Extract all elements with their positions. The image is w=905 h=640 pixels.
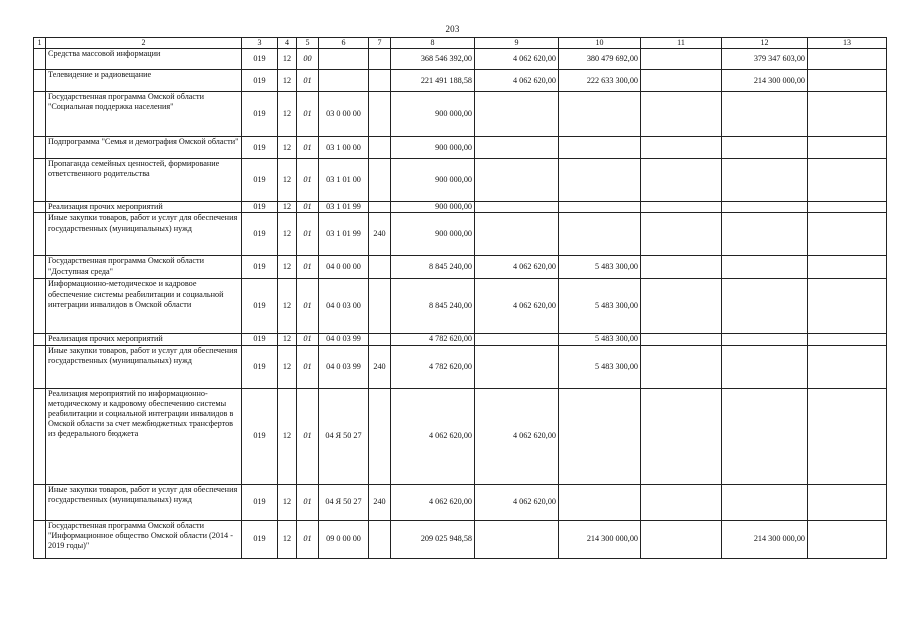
table-row <box>34 213 887 256</box>
column-header: 9 <box>475 38 559 49</box>
amount-col-13-cell <box>808 137 887 159</box>
table-row <box>34 92 887 137</box>
amount-col-11-cell <box>641 213 722 256</box>
amount-col-8-cell: 8 845 240,00 <box>391 279 475 334</box>
target-article-cell: 04 0 03 99 <box>319 345 369 388</box>
amount-col-13-cell <box>808 70 887 92</box>
item-name-cell: Реализация мероприятий по информационно-методическому и кадровому обеспечению системы реабилитации и социальной интеграции инвалидов в Омской области за счет межбюджетных трансфертов из федерального бюджета <box>46 388 242 484</box>
expense-type-cell: 240 <box>369 213 391 256</box>
amount-col-13-cell <box>808 213 887 256</box>
table-row <box>34 345 887 388</box>
amount-col-9-cell <box>475 137 559 159</box>
column-header: 1 <box>34 38 46 49</box>
item-name-cell: Средства массовой информации <box>46 49 242 70</box>
amount-col-8-cell: 368 546 392,00 <box>391 49 475 70</box>
row-number-cell <box>34 388 46 484</box>
row-number-cell <box>34 484 46 520</box>
amount-col-10-cell: 5 483 300,00 <box>559 334 641 345</box>
column-header: 13 <box>808 38 887 49</box>
budget-sheet <box>33 37 887 559</box>
amount-col-11-cell <box>641 520 722 558</box>
expense-type-cell <box>369 49 391 70</box>
code-3-cell: 019 <box>242 202 278 213</box>
section-cell: 12 <box>278 159 297 202</box>
amount-col-11-cell <box>641 256 722 279</box>
amount-col-13-cell <box>808 202 887 213</box>
table-row <box>34 388 887 484</box>
item-name-cell: Иные закупки товаров, работ и услуг для обеспечения государственных (муниципальных) нужд <box>46 484 242 520</box>
subsection-cell: 01 <box>297 70 319 92</box>
amount-col-10-cell <box>559 202 641 213</box>
row-number-cell <box>34 159 46 202</box>
subsection-cell: 01 <box>297 520 319 558</box>
amount-col-11-cell <box>641 49 722 70</box>
table-row <box>34 484 887 520</box>
section-cell: 12 <box>278 92 297 137</box>
subsection-cell: 01 <box>297 345 319 388</box>
column-number-row <box>34 38 887 49</box>
amount-col-8-cell: 4 782 620,00 <box>391 334 475 345</box>
amount-col-8-cell: 221 491 188,58 <box>391 70 475 92</box>
amount-col-12-cell <box>722 137 808 159</box>
item-name-cell: Иные закупки товаров, работ и услуг для обеспечения государственных (муниципальных) нужд <box>46 213 242 256</box>
item-name-cell: Государственная программа Омской области "Информационное общество Омской области (2014 - 2019 годы)" <box>46 520 242 558</box>
section-cell: 12 <box>278 520 297 558</box>
amount-col-12-cell <box>722 484 808 520</box>
amount-col-12-cell <box>722 388 808 484</box>
expense-type-cell <box>369 137 391 159</box>
amount-col-13-cell <box>808 256 887 279</box>
section-cell: 12 <box>278 202 297 213</box>
amount-col-8-cell: 900 000,00 <box>391 137 475 159</box>
expense-type-cell <box>369 520 391 558</box>
column-header: 4 <box>278 38 297 49</box>
amount-col-9-cell: 4 062 620,00 <box>475 279 559 334</box>
amount-col-9-cell: 4 062 620,00 <box>475 484 559 520</box>
amount-col-10-cell <box>559 137 641 159</box>
amount-col-13-cell <box>808 92 887 137</box>
item-name-cell: Государственная программа Омской области "Социальная поддержка населения" <box>46 92 242 137</box>
amount-col-13-cell <box>808 520 887 558</box>
target-article-cell: 03 1 01 99 <box>319 202 369 213</box>
section-cell: 12 <box>278 256 297 279</box>
subsection-cell: 01 <box>297 159 319 202</box>
row-number-cell <box>34 49 46 70</box>
code-3-cell: 019 <box>242 256 278 279</box>
column-header: 2 <box>46 38 242 49</box>
amount-col-11-cell <box>641 202 722 213</box>
amount-col-8-cell: 900 000,00 <box>391 213 475 256</box>
subsection-cell: 01 <box>297 279 319 334</box>
amount-col-12-cell <box>722 345 808 388</box>
table-row <box>34 49 887 70</box>
amount-col-12-cell: 379 347 603,00 <box>722 49 808 70</box>
table-row <box>34 70 887 92</box>
amount-col-13-cell <box>808 279 887 334</box>
amount-col-13-cell <box>808 484 887 520</box>
table-row <box>34 520 887 558</box>
code-3-cell: 019 <box>242 49 278 70</box>
code-3-cell: 019 <box>242 520 278 558</box>
column-header: 5 <box>297 38 319 49</box>
target-article-cell <box>319 70 369 92</box>
row-number-cell <box>34 334 46 345</box>
amount-col-13-cell <box>808 49 887 70</box>
item-name-cell: Иные закупки товаров, работ и услуг для обеспечения государственных (муниципальных) нужд <box>46 345 242 388</box>
row-number-cell <box>34 92 46 137</box>
amount-col-8-cell: 4 062 620,00 <box>391 388 475 484</box>
amount-col-8-cell: 900 000,00 <box>391 159 475 202</box>
amount-col-9-cell <box>475 345 559 388</box>
amount-col-12-cell: 214 300 000,00 <box>722 70 808 92</box>
amount-col-12-cell <box>722 213 808 256</box>
target-article-cell: 04 0 03 00 <box>319 279 369 334</box>
subsection-cell: 01 <box>297 334 319 345</box>
target-article-cell: 04 Я 50 27 <box>319 484 369 520</box>
amount-col-10-cell: 5 483 300,00 <box>559 279 641 334</box>
column-header: 12 <box>722 38 808 49</box>
amount-col-10-cell: 5 483 300,00 <box>559 345 641 388</box>
amount-col-10-cell <box>559 388 641 484</box>
subsection-cell: 01 <box>297 137 319 159</box>
amount-col-10-cell <box>559 484 641 520</box>
section-cell: 12 <box>278 345 297 388</box>
target-article-cell: 03 1 00 00 <box>319 137 369 159</box>
amount-col-11-cell <box>641 484 722 520</box>
table-row <box>34 334 887 345</box>
target-article-cell: 04 0 00 00 <box>319 256 369 279</box>
row-number-cell <box>34 256 46 279</box>
row-number-cell <box>34 520 46 558</box>
amount-col-8-cell: 8 845 240,00 <box>391 256 475 279</box>
column-header: 8 <box>391 38 475 49</box>
item-name-cell: Реализация прочих мероприятий <box>46 202 242 213</box>
table-row <box>34 137 887 159</box>
item-name-cell: Реализация прочих мероприятий <box>46 334 242 345</box>
target-article-cell: 04 0 03 99 <box>319 334 369 345</box>
amount-col-11-cell <box>641 92 722 137</box>
amount-col-11-cell <box>641 70 722 92</box>
amount-col-12-cell <box>722 202 808 213</box>
amount-col-9-cell <box>475 202 559 213</box>
item-name-cell: Подпрограмма "Семья и демография Омской области" <box>46 137 242 159</box>
subsection-cell: 00 <box>297 49 319 70</box>
amount-col-11-cell <box>641 388 722 484</box>
target-article-cell <box>319 49 369 70</box>
table-row <box>34 202 887 213</box>
subsection-cell: 01 <box>297 213 319 256</box>
item-name-cell: Телевидение и радиовещание <box>46 70 242 92</box>
table-row <box>34 256 887 279</box>
amount-col-10-cell: 380 479 692,00 <box>559 49 641 70</box>
target-article-cell: 03 1 01 99 <box>319 213 369 256</box>
section-cell: 12 <box>278 213 297 256</box>
target-article-cell: 09 0 00 00 <box>319 520 369 558</box>
expense-type-cell: 240 <box>369 484 391 520</box>
section-cell: 12 <box>278 70 297 92</box>
amount-col-9-cell <box>475 159 559 202</box>
expense-type-cell: 240 <box>369 345 391 388</box>
subsection-cell: 01 <box>297 92 319 137</box>
expense-type-cell <box>369 202 391 213</box>
expense-type-cell <box>369 256 391 279</box>
amount-col-8-cell: 4 782 620,00 <box>391 345 475 388</box>
amount-col-9-cell: 4 062 620,00 <box>475 70 559 92</box>
column-header: 6 <box>319 38 369 49</box>
column-header: 11 <box>641 38 722 49</box>
section-cell: 12 <box>278 484 297 520</box>
target-article-cell: 03 1 01 00 <box>319 159 369 202</box>
amount-col-13-cell <box>808 388 887 484</box>
expense-type-cell <box>369 70 391 92</box>
amount-col-12-cell <box>722 279 808 334</box>
amount-col-9-cell <box>475 334 559 345</box>
item-name-cell: Информационно-методическое и кадровое обеспечение системы реабилитации и социальной интеграции инвалидов в Омской области <box>46 279 242 334</box>
budget-table <box>33 37 887 559</box>
amount-col-9-cell <box>475 213 559 256</box>
subsection-cell: 01 <box>297 388 319 484</box>
amount-col-10-cell <box>559 159 641 202</box>
code-3-cell: 019 <box>242 388 278 484</box>
row-number-cell <box>34 70 46 92</box>
expense-type-cell <box>369 159 391 202</box>
code-3-cell: 019 <box>242 70 278 92</box>
row-number-cell <box>34 202 46 213</box>
section-cell: 12 <box>278 279 297 334</box>
row-number-cell <box>34 137 46 159</box>
code-3-cell: 019 <box>242 213 278 256</box>
amount-col-13-cell <box>808 334 887 345</box>
amount-col-11-cell <box>641 137 722 159</box>
amount-col-12-cell <box>722 256 808 279</box>
code-3-cell: 019 <box>242 92 278 137</box>
expense-type-cell <box>369 279 391 334</box>
amount-col-8-cell: 4 062 620,00 <box>391 484 475 520</box>
amount-col-11-cell <box>641 334 722 345</box>
column-header: 3 <box>242 38 278 49</box>
row-number-cell <box>34 279 46 334</box>
table-row <box>34 279 887 334</box>
amount-col-9-cell <box>475 92 559 137</box>
section-cell: 12 <box>278 388 297 484</box>
amount-col-8-cell: 209 025 948,58 <box>391 520 475 558</box>
row-number-cell <box>34 345 46 388</box>
code-3-cell: 019 <box>242 137 278 159</box>
target-article-cell: 03 0 00 00 <box>319 92 369 137</box>
amount-col-10-cell <box>559 213 641 256</box>
code-3-cell: 019 <box>242 334 278 345</box>
amount-col-10-cell: 5 483 300,00 <box>559 256 641 279</box>
subsection-cell: 01 <box>297 484 319 520</box>
amount-col-12-cell: 214 300 000,00 <box>722 520 808 558</box>
row-number-cell <box>34 213 46 256</box>
expense-type-cell <box>369 334 391 345</box>
subsection-cell: 01 <box>297 202 319 213</box>
amount-col-12-cell <box>722 334 808 345</box>
column-header: 10 <box>559 38 641 49</box>
item-name-cell: Государственная программа Омской области "Доступная среда" <box>46 256 242 279</box>
amount-col-12-cell <box>722 92 808 137</box>
code-3-cell: 019 <box>242 279 278 334</box>
amount-col-11-cell <box>641 279 722 334</box>
amount-col-8-cell: 900 000,00 <box>391 202 475 213</box>
table-row <box>34 159 887 202</box>
section-cell: 12 <box>278 137 297 159</box>
section-cell: 12 <box>278 334 297 345</box>
column-header: 7 <box>369 38 391 49</box>
code-3-cell: 019 <box>242 159 278 202</box>
amount-col-9-cell: 4 062 620,00 <box>475 388 559 484</box>
code-3-cell: 019 <box>242 484 278 520</box>
subsection-cell: 01 <box>297 256 319 279</box>
expense-type-cell <box>369 92 391 137</box>
amount-col-13-cell <box>808 345 887 388</box>
amount-col-9-cell <box>475 520 559 558</box>
amount-col-11-cell <box>641 345 722 388</box>
item-name-cell: Пропаганда семейных ценностей, формирование ответственного родительства <box>46 159 242 202</box>
amount-col-10-cell <box>559 92 641 137</box>
code-3-cell: 019 <box>242 345 278 388</box>
amount-col-12-cell <box>722 159 808 202</box>
target-article-cell: 04 Я 50 27 <box>319 388 369 484</box>
amount-col-13-cell <box>808 159 887 202</box>
amount-col-10-cell: 214 300 000,00 <box>559 520 641 558</box>
section-cell: 12 <box>278 49 297 70</box>
amount-col-9-cell: 4 062 620,00 <box>475 49 559 70</box>
page-number: 203 <box>445 24 460 34</box>
amount-col-9-cell: 4 062 620,00 <box>475 256 559 279</box>
amount-col-10-cell: 222 633 300,00 <box>559 70 641 92</box>
amount-col-8-cell: 900 000,00 <box>391 92 475 137</box>
amount-col-11-cell <box>641 159 722 202</box>
expense-type-cell <box>369 388 391 484</box>
